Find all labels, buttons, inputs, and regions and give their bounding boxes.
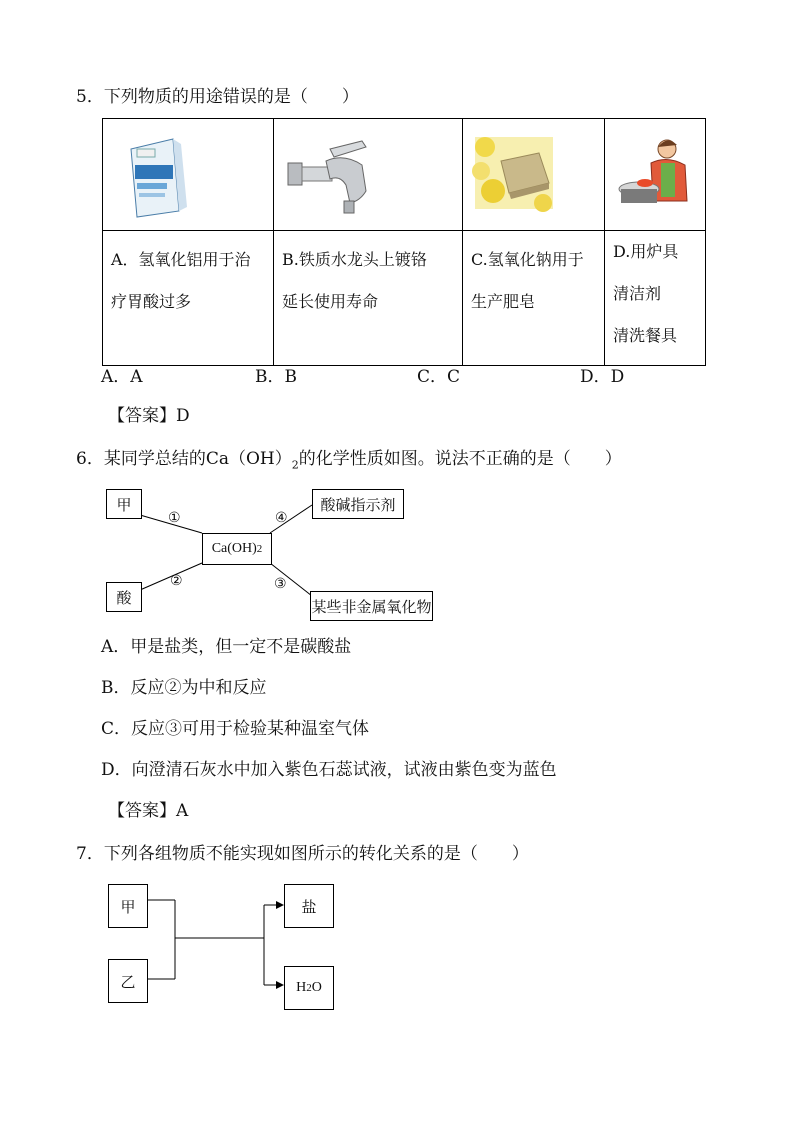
q5-option-d: D．D [580,367,625,387]
q5-cell-c-line2: 生产肥皂 [471,292,536,311]
box-calcium-hydroxide [202,533,272,565]
box-q7-yi: 乙 [108,959,148,1003]
q7-stem: 7．下列各组物质不能实现如图所示的转化关系的是（ ） [76,844,529,864]
q6-stem-pre: 6．某同学总结的Ca（OH） [76,449,292,469]
q5-answer-value: D [176,406,190,426]
q5-cell-d-line2: 清洁剂 [613,284,662,303]
q6-option-d: D．向澄清石灰水中加入紫色石蕊试液，试液由紫色变为蓝色 [101,760,557,780]
q5-answer-label: 【答案】 [108,406,176,426]
arrowhead-salt [276,901,284,909]
q5-cell-a-line2: 疗胃酸过多 [111,292,192,311]
q5-cell-d-line1: D.用炉具 [613,242,679,261]
q6-stem-post: 的化学性质如图。说法不正确的是（ ） [298,449,622,469]
box-indicator: 酸碱指示剂 [312,489,404,519]
box-jia: 甲 [106,489,142,519]
label-reaction-3: ③ [274,576,287,592]
q6-option-c: C．反应③可用于检验某种温室气体 [101,719,370,739]
box-q7-salt: 盐 [284,884,334,928]
q5-stem: 5．下列物质的用途错误的是（ ） [76,87,359,107]
q5-cell-a-line1: A．氢氧化铝用于治 [111,250,251,269]
q5-option-b: B．B [255,367,297,387]
center-formula-sub: 2 [256,543,263,555]
q5-cell-d-line3: 清洗餐具 [613,326,678,345]
q5-cell-b-line2: 延长使用寿命 [282,292,379,311]
label-reaction-4: ④ [275,510,288,526]
water-sub: 2 [306,982,312,994]
label-reaction-2: ② [170,573,183,589]
q5-cell-c-line1: C.氢氧化钠用于 [471,250,584,269]
q5-cell-b-line1: B.铁质水龙头上镀铬 [282,250,427,269]
box-q7-water [284,966,334,1010]
box-q7-jia: 甲 [108,884,148,928]
water-h: H [296,980,307,995]
q5-option-c: C．C [417,367,461,387]
arrowhead-water [276,981,284,989]
label-reaction-1: ① [168,510,181,526]
q6-answer [108,800,188,822]
water-o: O [311,980,322,995]
q5-option-a: A．A [101,367,143,387]
center-formula: Ca(OH) [211,541,257,556]
box-nonmetal-oxide: 某些非金属氧化物 [310,591,433,621]
q6-answer-label: 【答案】 [108,801,176,821]
q6-option-b: B．反应②为中和反应 [101,678,267,698]
q6-option-a: A．甲是盐类，但一定不是碳酸盐 [101,637,352,657]
q6-stem-sub: 2 [291,458,299,472]
box-suan: 酸 [106,582,142,612]
q6-answer-value: A [176,801,189,821]
